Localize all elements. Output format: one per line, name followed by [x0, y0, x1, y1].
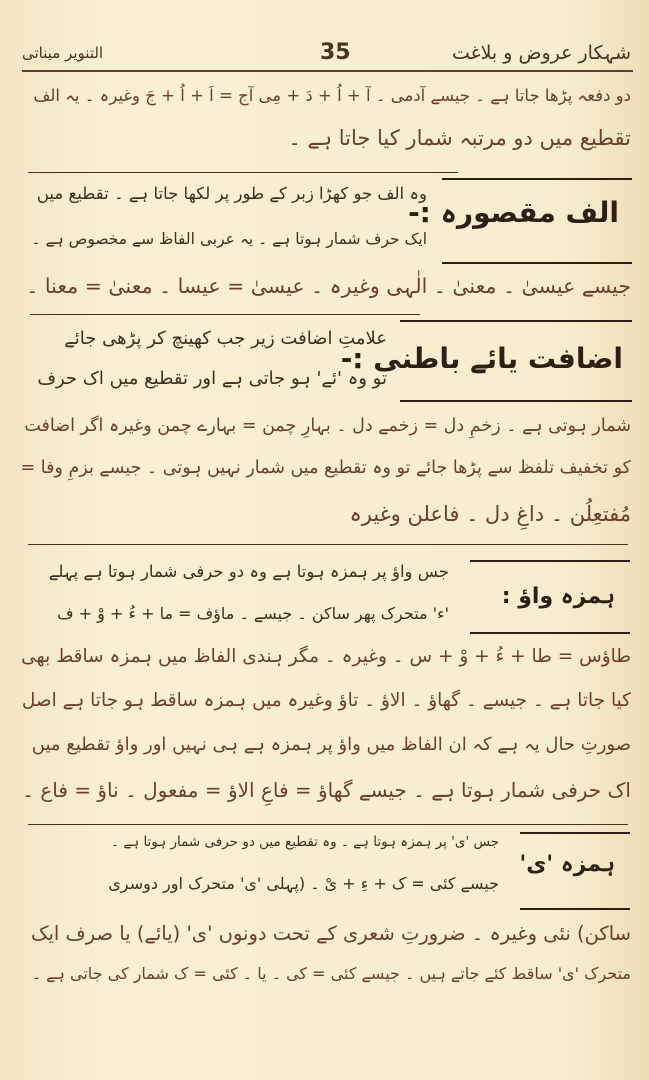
heading-box-bottom	[520, 908, 630, 910]
running-header	[22, 40, 631, 70]
text-line: جیسے کئی = ک + ءِ + یْ ۔ (پہلی 'ی' متحرک اور دوسری	[108, 874, 499, 893]
section-divider	[28, 544, 628, 545]
heading-hamza-waw: ہمزہ واؤ :	[501, 584, 615, 609]
text-line: ایک حرف شمار ہوتا ہے ۔ یہ عربی الفاظ سے مخصوص ہے ۔	[31, 230, 427, 248]
text-line: دو دفعہ پڑھا جاتا ہے ۔ جیسے آدمی ۔ آ + اُ + دَ + مِی آج = اَ + اُ + جَ وغیرہ ۔ یہ الف	[33, 86, 631, 105]
heading-box-top	[520, 832, 630, 834]
heading-box-top	[442, 178, 632, 180]
text-line: تو وہ 'ئے' ہو جاتی ہے اور تقطیع میں اک حرف	[37, 368, 387, 389]
heading-box-top	[470, 560, 630, 562]
section-divider	[28, 824, 628, 825]
text-line: کیا جاتا ہے ۔ جیسے ۔ گھاؤ ۔ الاؤ ۔ تاؤ وغیرہ میں ہمزہ ساقط ہو جاتا ہے اصل	[21, 690, 631, 711]
heading-izafat: اضافت یائے باطنی :-	[340, 342, 623, 375]
text-line: 'ء' متحرک پھر ساکن ۔ جیسے ۔ ماؤف = ما + ءُ + وْ + ف	[57, 604, 449, 623]
text-line: تقطیع میں دو مرتبہ شمار کیا جاتا ہے ۔	[288, 126, 631, 150]
text-line: کو تخفیف تلفظ سے پڑھا جائے تو وہ تقطیع میں شمار نہیں ہوتی ۔ جیسے بزمِ وفا =	[20, 458, 631, 478]
text-line: ساکن) نئی وغیرہ ۔ ضرورتِ شعری کے تحت دونوں 'ی' (یائے) یا صرف ایک	[31, 922, 631, 945]
section-divider	[28, 172, 458, 173]
heading-box-bottom	[470, 632, 630, 634]
text-line: اک حرفی شمار ہوتا ہے ۔ جیسے گھاؤ = فاعِ الاؤ = مفعول ۔ ناؤ = فاع ۔	[22, 778, 631, 802]
heading-box-bottom	[442, 262, 632, 264]
section-divider	[30, 314, 420, 315]
text-line: وہ الف جو کھڑا زبر کے طور پر لکھا جاتا ہے ۔ تقطیع میں	[36, 184, 427, 203]
header-rule	[22, 70, 633, 72]
text-line: طاؤس = طا + ءُ + وْ + س ۔ وغیرہ ۔ مگر ہندی الفاظ میں ہمزہ ساقط بھی	[21, 646, 631, 667]
text-line: متحرک 'ی' ساقط کئے جاتے ہیں ۔ جیسے کئی = کی ۔ یا ۔ کئی = ک شمار کی جاتی ہے ۔	[31, 964, 631, 983]
heading-box-top	[400, 320, 632, 322]
text-line: جس 'ی' پر ہمزہ ہوتا ہے ۔ وہ تقطیع میں دو حرفی شمار ہوتا ہے ۔	[111, 834, 499, 850]
text-line: صورتِ حال یہ ہے کہ ان الفاظ میں واؤ پر ہمزہ ہے ہی نہیں اور واؤ تقطیع میں	[31, 734, 631, 755]
text-line: علامتِ اضافت زیر جب کھینچ کر پڑھی جائے	[64, 328, 387, 349]
heading-alif-maqsura: الف مقصورہ :-	[408, 196, 619, 229]
header-publisher: التنویر میناتی	[22, 44, 104, 62]
heading-hamza-ye: ہمزہ 'ی'	[519, 852, 615, 877]
header-title: شہکار عروض و بلاغت	[452, 42, 631, 64]
page-number: 35	[320, 40, 351, 65]
text-line: شمار ہوتی ہے ۔ زخمِ دل = زخمے دل ۔ بہارِ چمن = بہارے چمن وغیرہ اگر اضافت	[24, 416, 631, 436]
text-line: جس واؤ پر ہمزہ ہوتا ہے وہ دو حرفی شمار ہوتا ہے پہلے	[48, 562, 449, 581]
text-line: جیسے عیسیٰ ۔ معنیٰ ۔ الٰہی وغیرہ ۔ عیسیٰ = عیسا ۔ معنیٰ = معنا ۔	[26, 274, 631, 298]
text-line: مُفتعِلُن ۔ داغِ دل ۔ فاعلن وغیرہ	[349, 502, 631, 526]
heading-box-bottom	[400, 400, 632, 402]
